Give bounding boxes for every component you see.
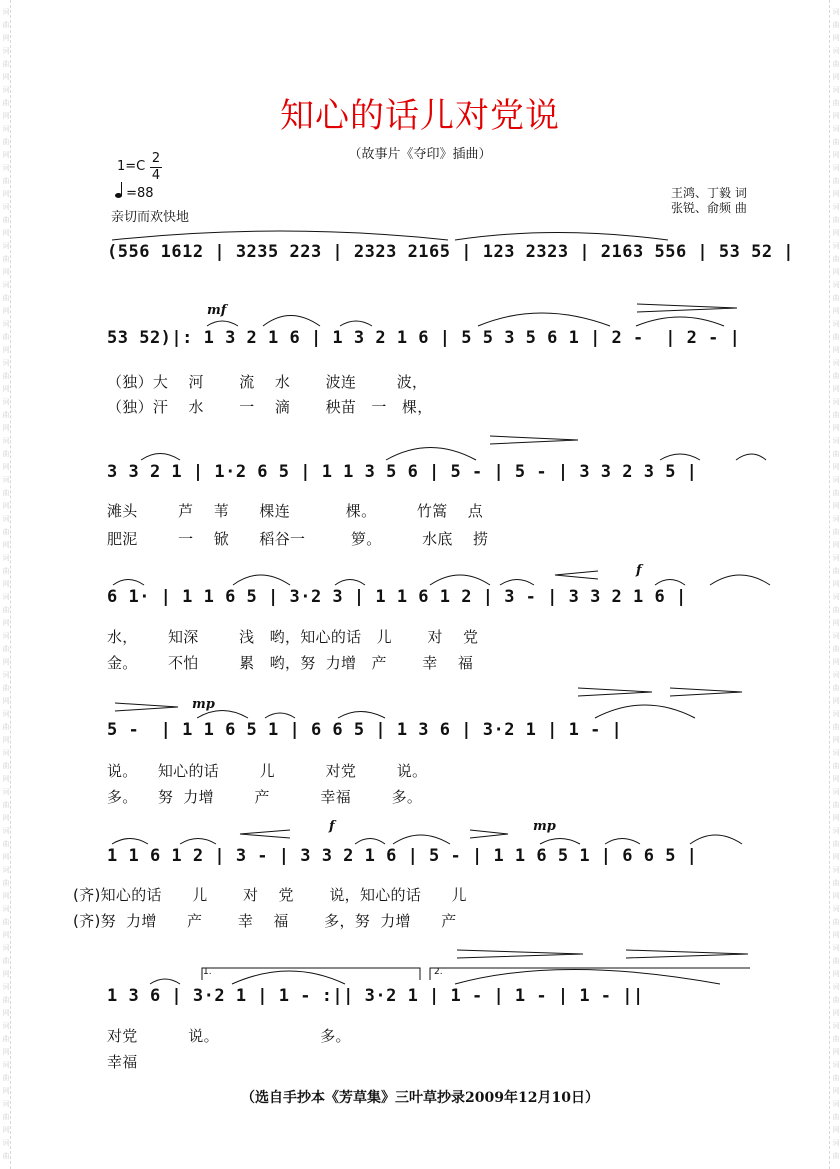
watermark-glyph: 网: [832, 580, 840, 588]
slur: [710, 575, 770, 585]
watermark-glyph: 词: [832, 905, 840, 913]
watermark-glyph: 网: [832, 73, 840, 81]
watermark-glyph: 曲: [832, 996, 840, 1004]
watermark-glyph: 词: [2, 86, 10, 94]
dynamic-f: f: [636, 563, 642, 578]
watermark-glyph: 曲: [2, 606, 10, 614]
slur: [690, 835, 742, 844]
watermark-glyph: 曲: [832, 801, 840, 809]
watermark-glyph: 词: [832, 632, 840, 640]
watermark-glyph: 曲: [832, 645, 840, 653]
slur: [112, 231, 448, 240]
watermark-glyph: 曲: [2, 957, 10, 965]
watermark-glyph: 词: [832, 671, 840, 679]
hairpin-decrescendo: [490, 436, 578, 444]
watermark-glyph: 网: [832, 307, 840, 315]
slur: [478, 313, 610, 326]
watermark-glyph: 网: [832, 190, 840, 198]
watermark-glyph: 网: [832, 1048, 840, 1056]
watermark-glyph: 曲: [2, 996, 10, 1004]
watermark-glyph: 曲: [2, 918, 10, 926]
watermark-glyph: 词: [832, 242, 840, 250]
slur: [340, 321, 372, 326]
watermark-glyph: 网: [2, 619, 10, 627]
watermark-glyph: 词: [2, 866, 10, 874]
watermark-glyph: 词: [2, 164, 10, 172]
watermark-glyph: 曲: [2, 567, 10, 575]
watermark-glyph: 网: [832, 268, 840, 276]
slur: [113, 580, 144, 586]
watermark-glyph: 词: [2, 359, 10, 367]
time-sig-top: 2: [151, 151, 161, 166]
slur: [605, 839, 640, 845]
watermark-glyph: 曲: [2, 294, 10, 302]
watermark-glyph: 词: [2, 788, 10, 796]
dynamic-f: f: [329, 819, 335, 834]
watermark-glyph: 网: [2, 346, 10, 354]
hairpin-decrescendo: [457, 950, 583, 958]
watermark-glyph: 词: [2, 1022, 10, 1030]
watermark-glyph: 网: [2, 658, 10, 666]
watermark-glyph: 词: [2, 554, 10, 562]
watermark-glyph: 网: [2, 385, 10, 393]
lyric-verse-2: 肥泥 一 锨 稻谷一 箩。 水底 捞: [107, 530, 489, 548]
watermark-glyph: 曲: [832, 1113, 840, 1121]
watermark-glyph: 网: [832, 892, 840, 900]
watermark-glyph: 词: [832, 515, 840, 523]
watermark-glyph: 网: [832, 463, 840, 471]
watermark-glyph: 网: [832, 34, 840, 42]
watermark-glyph: 词: [2, 983, 10, 991]
watermark-glyph: 词: [2, 47, 10, 55]
watermark-glyph: 词: [832, 47, 840, 55]
hairpin-decrescendo: [637, 304, 737, 312]
watermark-glyph: 网: [832, 736, 840, 744]
watermark-glyph: 网: [2, 229, 10, 237]
volta-bracket-first: [202, 968, 420, 980]
watermark-glyph: 网: [832, 424, 840, 432]
watermark-glyph: 网: [832, 112, 840, 120]
watermark-glyph: 曲: [2, 177, 10, 185]
key-signature: 1=C: [117, 159, 146, 174]
slur: [112, 839, 148, 845]
watermark-glyph: 网: [2, 1087, 10, 1095]
notation-line: 6 1· | 1 1 6 5 | 3·2 3 | 1 1 6 1 2 | 3 - | 3 3 2 1 6 |: [107, 587, 687, 607]
slur: [233, 575, 290, 585]
watermark-glyph: 网: [2, 931, 10, 939]
notation-line: 1 1 6 1 2 | 3 - | 3 3 2 1 6 | 5 - | 1 1 6 5 1 | 6 6 5 |: [107, 846, 698, 866]
watermark-glyph: 网: [832, 385, 840, 393]
watermark-glyph: 曲: [2, 21, 10, 29]
watermark-glyph: 网: [832, 697, 840, 705]
watermark-glyph: 网: [2, 190, 10, 198]
watermark-glyph: 曲: [2, 840, 10, 848]
watermark-glyph: 曲: [832, 60, 840, 68]
watermark-glyph: 网: [832, 346, 840, 354]
slur: [655, 580, 685, 586]
watermark-glyph: 词: [2, 437, 10, 445]
watermark-glyph: 词: [832, 281, 840, 289]
hairpin-decrescendo: [470, 830, 508, 838]
watermark-glyph: 词: [2, 320, 10, 328]
watermark-glyph: 词: [832, 593, 840, 601]
watermark-glyph: 网: [2, 268, 10, 276]
watermark-glyph: 词: [2, 749, 10, 757]
watermark-glyph: 词: [832, 359, 840, 367]
notation-line: 3 3 2 1 | 1·2 6 5 | 1 1 3 5 6 | 5 - | 5 - | 3 3 2 3 5 |: [107, 462, 698, 482]
watermark-glyph: 曲: [832, 372, 840, 380]
lyric-verse-2: 金。 不怕 累 哟，努 力增 产 幸 福: [107, 654, 474, 672]
watermark-glyph: 曲: [832, 216, 840, 224]
watermark-glyph: 网: [832, 775, 840, 783]
watermark-glyph: 曲: [832, 489, 840, 497]
watermark-glyph: 网: [2, 892, 10, 900]
watermark-glyph: 曲: [2, 645, 10, 653]
watermark-glyph: 曲: [832, 21, 840, 29]
watermark-glyph: 曲: [832, 1035, 840, 1043]
watermark-glyph: 词: [2, 242, 10, 250]
watermark-glyph: 词: [2, 671, 10, 679]
watermark-glyph: 曲: [832, 684, 840, 692]
watermark-glyph: 曲: [2, 60, 10, 68]
watermark-glyph: 网: [832, 1087, 840, 1095]
watermark-glyph: 词: [832, 983, 840, 991]
hairpin-decrescendo: [115, 703, 178, 711]
watermark-glyph: 词: [2, 203, 10, 211]
watermark-glyph: 词: [832, 437, 840, 445]
watermark-glyph: 词: [2, 593, 10, 601]
slur: [736, 454, 766, 460]
watermark-glyph: 词: [2, 905, 10, 913]
watermark-glyph: 词: [832, 476, 840, 484]
watermark-glyph: 网: [2, 463, 10, 471]
watermark-glyph: 网: [832, 658, 840, 666]
watermark-glyph: 曲: [2, 1152, 10, 1160]
lyric-verse-1: 滩头 芦 苇 棵连 棵。 竹篙 点: [107, 502, 484, 520]
watermark-glyph: 网: [2, 736, 10, 744]
watermark-glyph: 词: [832, 866, 840, 874]
watermark-glyph: 网: [832, 970, 840, 978]
watermark-glyph: 网: [2, 34, 10, 42]
watermark-glyph: 网: [2, 502, 10, 510]
notation-line: 5 - | 1 1 6 5 1 | 6 6 5 | 1 3 6 | 3·2 1 | 1 - |: [107, 720, 623, 740]
watermark-glyph: 网: [2, 970, 10, 978]
slur: [263, 316, 320, 327]
watermark-glyph: 曲: [2, 372, 10, 380]
watermark-glyph: 网: [832, 931, 840, 939]
composer-credit: 张锐、俞频 曲: [671, 201, 747, 215]
slur: [540, 839, 580, 845]
hairpin-decrescendo: [670, 688, 742, 696]
watermark-glyph: 曲: [2, 216, 10, 224]
slur: [500, 580, 534, 586]
slur: [338, 712, 385, 719]
watermark-glyph: 曲: [832, 294, 840, 302]
watermark-glyph: 曲: [832, 99, 840, 107]
watermark-glyph: 曲: [2, 762, 10, 770]
slur: [455, 970, 720, 985]
notation-line: 53 52)|: 1 3 2 1 6 | 1 3 2 1 6 | 5 5 3 5 6 1 | 2 - | 2 - |: [107, 328, 741, 348]
lyric-verse-1: 水， 知深 浅 哟，知心的话 儿 对 党: [107, 628, 479, 646]
watermark-glyph: 词: [2, 1100, 10, 1108]
slur: [265, 713, 295, 718]
slur: [386, 448, 476, 461]
watermark-glyph: 曲: [832, 918, 840, 926]
hairpin-crescendo: [555, 571, 598, 579]
watermark-glyph: 曲: [2, 1113, 10, 1121]
hairpin-crescendo: [240, 830, 290, 838]
watermark-glyph: 词: [832, 710, 840, 718]
slur: [232, 971, 345, 984]
watermark-glyph: 曲: [2, 879, 10, 887]
watermark-glyph: 网: [832, 151, 840, 159]
slur: [150, 979, 180, 984]
slur: [636, 317, 724, 326]
watermark-glyph: 网: [2, 1126, 10, 1134]
lyric-verse-2: 幸福: [107, 1053, 138, 1071]
watermark-glyph: 曲: [832, 723, 840, 731]
watermark-glyph: 曲: [832, 255, 840, 263]
watermark-glyph: 网: [832, 1126, 840, 1134]
watermark-glyph: 词: [2, 281, 10, 289]
hairpin-decrescendo: [626, 950, 748, 958]
watermark-glyph: 网: [832, 853, 840, 861]
watermark-glyph: 词: [832, 788, 840, 796]
watermark-glyph: 网: [2, 541, 10, 549]
watermark-glyph: 词: [832, 1061, 840, 1069]
time-sig-bottom: 4: [151, 168, 161, 183]
watermark-glyph: 曲: [832, 411, 840, 419]
watermark-glyph: 曲: [832, 879, 840, 887]
watermark-glyph: 网: [2, 1009, 10, 1017]
dynamic-mf: mf: [207, 303, 227, 318]
watermark-glyph: 网: [2, 307, 10, 315]
watermark-glyph: 曲: [832, 138, 840, 146]
lyric-verse-2: （独）汗 水 一 滴 秧苗 一 棵，: [107, 398, 433, 416]
slur: [207, 321, 238, 326]
tempo-value: =88: [126, 186, 154, 201]
watermark-glyph: 网: [2, 424, 10, 432]
watermark-glyph: 曲: [2, 333, 10, 341]
source-note: （选自手抄本《芳草集》三叶草抄录2009年12月10日）: [241, 1090, 599, 1106]
watermark-glyph: 曲: [832, 567, 840, 575]
watermark-glyph: 曲: [2, 723, 10, 731]
dynamic-mp: mp: [533, 819, 556, 834]
watermark-glyph: 词: [832, 554, 840, 562]
watermark-glyph: 曲: [2, 255, 10, 263]
watermark-glyph: 词: [832, 86, 840, 94]
watermark-glyph: 词: [2, 398, 10, 406]
watermark-glyph: 网: [2, 853, 10, 861]
watermark-glyph: 网: [832, 619, 840, 627]
watermark-glyph: 词: [2, 1139, 10, 1147]
watermark-glyph: 网: [2, 1048, 10, 1056]
watermark-glyph: 词: [2, 515, 10, 523]
watermark-glyph: 曲: [2, 1074, 10, 1082]
slur: [355, 839, 385, 845]
watermark-glyph: 曲: [2, 1035, 10, 1043]
watermark-glyph: 网: [2, 580, 10, 588]
slur: [455, 233, 668, 241]
watermark-glyph: 词: [2, 1061, 10, 1069]
hairpin-decrescendo: [578, 688, 652, 696]
watermark-glyph: 曲: [832, 177, 840, 185]
watermark-glyph: 词: [832, 1022, 840, 1030]
watermark-glyph: 曲: [2, 138, 10, 146]
watermark-glyph: 曲: [2, 450, 10, 458]
watermark-glyph: 网: [832, 229, 840, 237]
lyric-verse-1: 对党 说。 多。: [107, 1027, 351, 1045]
watermark-glyph: 网: [2, 697, 10, 705]
lyric-verse-2: (齐)努 力增 产 幸 福 多，努 力增 产: [73, 912, 457, 930]
watermark-glyph: 网: [2, 814, 10, 822]
slur: [141, 454, 180, 461]
watermark-glyph: 网: [832, 814, 840, 822]
watermark-glyph: 网: [832, 1009, 840, 1017]
watermark-glyph: 词: [832, 1139, 840, 1147]
watermark-glyph: 词: [832, 398, 840, 406]
watermark-glyph: 曲: [832, 840, 840, 848]
watermark-glyph: 词: [2, 632, 10, 640]
watermark-glyph: 网: [2, 775, 10, 783]
slur: [660, 454, 700, 460]
second-ending-label: 2.: [434, 967, 443, 977]
watermark-glyph: 曲: [832, 1152, 840, 1160]
watermark-glyph: 词: [2, 944, 10, 952]
slur: [430, 575, 490, 585]
song-subtitle: （故事片《夺印》插曲）: [348, 147, 492, 162]
watermark-glyph: 网: [832, 541, 840, 549]
watermark-glyph: 词: [832, 749, 840, 757]
watermark-glyph: 曲: [832, 957, 840, 965]
watermark-glyph: 词: [832, 944, 840, 952]
watermark-glyph: 词: [2, 827, 10, 835]
slur: [393, 835, 450, 844]
watermark-glyph: 词: [832, 8, 840, 16]
slur: [180, 839, 216, 845]
watermark-glyph: 曲: [2, 684, 10, 692]
watermark-glyph: 曲: [2, 489, 10, 497]
expression-marking: 亲切而欢快地: [111, 210, 190, 225]
watermark-glyph: 曲: [832, 606, 840, 614]
watermark-glyph: 词: [832, 203, 840, 211]
slur: [335, 580, 365, 586]
lyric-verse-1: 说。 知心的话 儿 对党 说。: [107, 762, 428, 780]
watermark-glyph: 曲: [2, 528, 10, 536]
first-ending-label: 1.: [203, 967, 212, 977]
watermark-glyph: 曲: [2, 801, 10, 809]
lyric-verse-1: (齐)知心的话 儿 对 党 说，知心的话 儿: [73, 886, 467, 904]
dynamic-mp: mp: [192, 697, 215, 712]
slur: [595, 705, 695, 718]
watermark-glyph: 词: [832, 827, 840, 835]
watermark-glyph: 网: [2, 112, 10, 120]
lyric-verse-1: （独）大 河 流 水 波连 波，: [107, 373, 428, 391]
watermark-glyph: 词: [2, 8, 10, 16]
watermark-glyph: 词: [832, 320, 840, 328]
watermark-glyph: 词: [2, 710, 10, 718]
watermark-glyph: 词: [2, 476, 10, 484]
watermark-glyph: 曲: [2, 99, 10, 107]
watermark-glyph: 曲: [832, 333, 840, 341]
watermark-glyph: 词: [832, 125, 840, 133]
slur: [197, 711, 248, 719]
watermark-glyph: 网: [2, 73, 10, 81]
song-title: 知心的话儿对党说: [280, 96, 560, 136]
watermark-glyph: 词: [832, 164, 840, 172]
watermark-glyph: 网: [832, 502, 840, 510]
watermark-glyph: 曲: [2, 411, 10, 419]
notation-line: (556 1612 | 3235 223 | 2323 2165 | 123 2323 | 2163 556 | 53 52 |: [107, 242, 795, 262]
watermark-glyph: 曲: [832, 762, 840, 770]
lyricist-credit: 王鸿、丁毅 词: [671, 186, 747, 200]
watermark-glyph: 曲: [832, 528, 840, 536]
watermark-glyph: 曲: [832, 1074, 840, 1082]
watermark-glyph: 曲: [832, 450, 840, 458]
watermark-glyph: 词: [2, 125, 10, 133]
notation-line: 1 3 6 | 3·2 1 | 1 - :|| 3·2 1 | 1 - | 1 - | 1 - ||: [107, 986, 644, 1006]
watermark-glyph: 网: [2, 151, 10, 159]
lyric-verse-2: 多。 努 力增 产 幸福 多。: [107, 788, 423, 806]
watermark-glyph: 词: [832, 1100, 840, 1108]
